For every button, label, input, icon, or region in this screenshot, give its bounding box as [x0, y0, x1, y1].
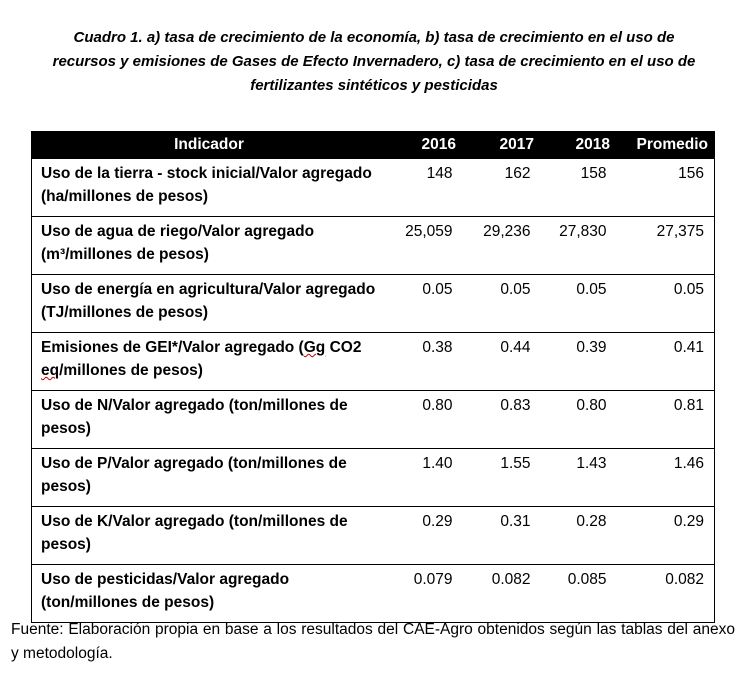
value-2018: 1.43: [541, 449, 617, 507]
value-2018: 0.05: [541, 275, 617, 333]
table-row: [32, 391, 715, 449]
indicator-cell: Uso de agua de riego/Valor agregado (m³/millones de pesos): [32, 217, 387, 275]
data-table-container: [31, 131, 714, 623]
source-footnote: Fuente: Elaboración propia en base a los resultados del CAE-Agro obtenidos según las tablas del anexo y metodología.: [11, 621, 735, 662]
indicator-text: /millones de pesos): [59, 362, 203, 379]
header-2016: 2016: [387, 132, 463, 159]
value-2017: 0.44: [463, 333, 541, 391]
value-2016: 0.079: [387, 565, 463, 623]
header-indicator: Indicador: [32, 132, 387, 159]
indicator-cell: Uso de P/Valor agregado (ton/millones de pesos): [32, 449, 387, 507]
value-promedio: 0.05: [617, 275, 715, 333]
value-promedio: 0.29: [617, 507, 715, 565]
value-2016: 1.40: [387, 449, 463, 507]
value-2018: 0.80: [541, 391, 617, 449]
data-table: [31, 131, 715, 623]
value-promedio: 0.81: [617, 391, 715, 449]
table-row: [32, 159, 715, 217]
table-row: [32, 565, 715, 623]
value-promedio: 0.082: [617, 565, 715, 623]
indicator-text: CO2: [325, 339, 362, 356]
value-promedio: 156: [617, 159, 715, 217]
indicator-cell: Uso de energía en agricultura/Valor agregado (TJ/millones de pesos): [32, 275, 387, 333]
value-2016: 148: [387, 159, 463, 217]
value-2017: 0.31: [463, 507, 541, 565]
value-2017: 29,236: [463, 217, 541, 275]
table-row: [32, 333, 715, 391]
value-2018: 0.085: [541, 565, 617, 623]
value-2016: 0.38: [387, 333, 463, 391]
spellcheck-word: Gg: [303, 339, 326, 356]
indicator-cell: Uso de N/Valor agregado (ton/millones de pesos): [32, 391, 387, 449]
value-promedio: 1.46: [617, 449, 715, 507]
header-2018: 2018: [541, 132, 617, 159]
value-2016: 0.05: [387, 275, 463, 333]
value-2017: 162: [463, 159, 541, 217]
table-row: [32, 507, 715, 565]
header-promedio: Promedio: [617, 132, 715, 159]
table-row: [32, 275, 715, 333]
value-2016: 0.29: [387, 507, 463, 565]
value-2016: 0.80: [387, 391, 463, 449]
value-2017: 0.05: [463, 275, 541, 333]
header-2017: 2017: [463, 132, 541, 159]
table-row: [32, 449, 715, 507]
value-2018: 27,830: [541, 217, 617, 275]
table-caption: [0, 26, 748, 98]
indicator-cell: Uso de la tierra - stock inicial/Valor agregado (ha/millones de pesos): [32, 159, 387, 217]
caption-line-2: recursos y emisiones de Gases de Efecto Invernadero, c) tasa de crecimiento en el uso de: [52, 53, 696, 70]
value-2018: 0.28: [541, 507, 617, 565]
table-header-row: [32, 132, 715, 159]
indicator-cell: Uso de K/Valor agregado (ton/millones de pesos): [32, 507, 387, 565]
value-2018: 0.39: [541, 333, 617, 391]
indicator-cell: [32, 333, 387, 391]
caption-line-1: Cuadro 1. a) tasa de crecimiento de la economía, b) tasa de crecimiento en el uso de: [73, 29, 675, 46]
value-2016: 25,059: [387, 217, 463, 275]
spellcheck-word: eq: [41, 362, 60, 379]
value-2017: 1.55: [463, 449, 541, 507]
value-2018: 158: [541, 159, 617, 217]
value-2017: 0.082: [463, 565, 541, 623]
indicator-cell: Uso de pesticidas/Valor agregado (ton/millones de pesos): [32, 565, 387, 623]
indicator-text: Emisiones de GEI*/Valor agregado (: [41, 339, 304, 356]
value-2017: 0.83: [463, 391, 541, 449]
value-promedio: 27,375: [617, 217, 715, 275]
caption-line-3: fertilizantes sintéticos y pesticidas: [250, 77, 498, 94]
value-promedio: 0.41: [617, 333, 715, 391]
table-row: [32, 217, 715, 275]
